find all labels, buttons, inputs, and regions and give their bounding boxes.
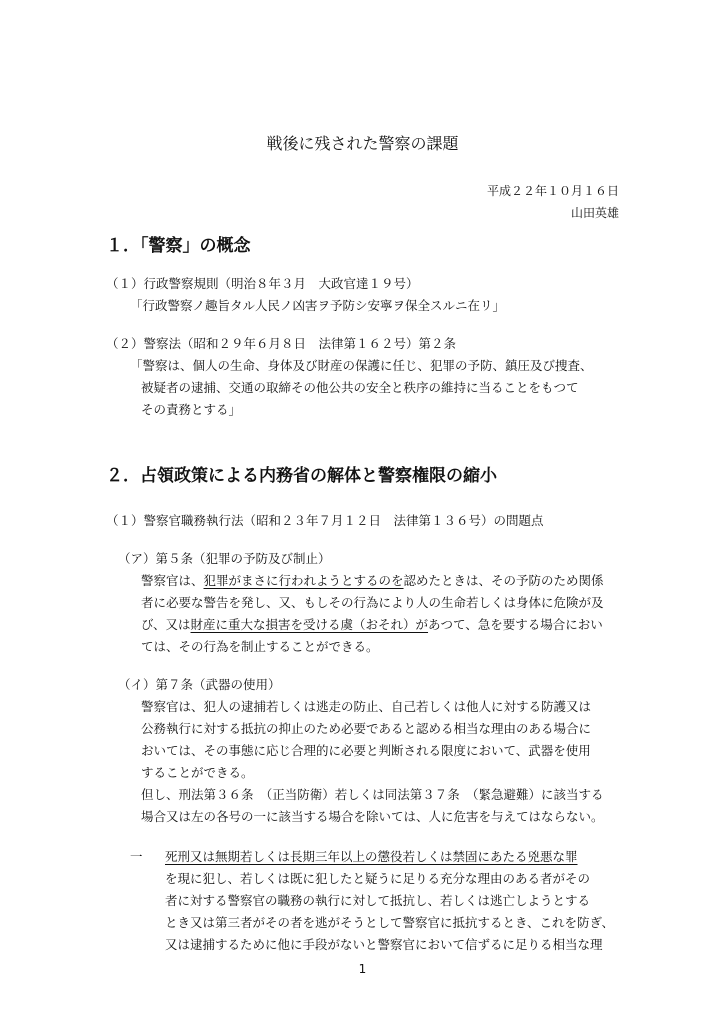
article7-label: （イ）第７条（武器の使用） bbox=[118, 677, 281, 692]
document-title: 戦後に残された警察の課題 bbox=[266, 134, 459, 153]
article7-line: 但し、刑法第３６条 （正当防衛）若しくは同法第３７条 （緊急避難）に該当する bbox=[141, 787, 604, 802]
item-one-line: 者に対する警察官の職務の執行に対して抵抗し、若しくは逃亡しようとする bbox=[165, 893, 591, 908]
article5-line: ては、その行為を制止することができる。 bbox=[141, 639, 379, 654]
article5-underlined-text: 犯罪がまさに行われようとするのを bbox=[203, 573, 404, 588]
article5-line bbox=[141, 570, 604, 592]
article7-line: 公務執行に対する抵抗の抑止のため必要であると認める相当な理由のある場合に bbox=[141, 721, 592, 736]
page-number: 1 bbox=[358, 962, 367, 976]
article7-line: 場合又は左の各号の一に該当する場合を除いては、人に危害を与えてはならない。 bbox=[141, 809, 604, 824]
article5-text: あつて、急を要する場合におい bbox=[428, 617, 603, 632]
article5-line bbox=[141, 614, 603, 636]
document-author: 山田英雄 bbox=[570, 206, 619, 220]
article5-line: 者に必要な警告を発し、又、もしその行為により人の生命若しくは身体に危険が及 bbox=[141, 595, 604, 610]
article5-text: び、又は bbox=[141, 617, 191, 632]
section1-item2-line: 被疑者の逮捕、交通の取締その他公共の安全と秩序の維持に当ることをもつて bbox=[141, 380, 579, 395]
section2-item1-label: （１）警察官職務執行法（昭和２３年７月１２日 法律第１３６号）の問題点 bbox=[106, 513, 544, 528]
item-one-line: 又は逮捕するために他に手段がないと警察官において信ずるに足りる相当な理 bbox=[165, 937, 603, 952]
section1-item2-line: 「警察は、個人の生命、身体及び財産の保護に任じ、犯罪の予防、鎮圧及び捜査、 bbox=[130, 358, 593, 373]
section1-item2-label: （２）警察法（昭和２９年６月８日 法律第１６２号）第２条 bbox=[106, 336, 457, 351]
article5-text: 警察官は、 bbox=[141, 573, 204, 588]
article7-line: することができる。 bbox=[141, 765, 254, 780]
item-one-line: とき又は第三者がその者を逃がそうとして警察官に抵抗するとき、これを防ぎ、 bbox=[165, 915, 615, 930]
section2-heading: ２．占領政策による内務省の解体と警察権限の縮小 bbox=[106, 466, 497, 486]
article5-underlined-text: 財産に重大な損害を受ける虞（おそれ）が bbox=[190, 617, 429, 632]
article5-label: （ア）第５条（犯罪の予防及び制止） bbox=[118, 551, 331, 566]
document-date: 平成２２年１０月１６日 bbox=[486, 184, 619, 198]
section1-heading: １．「警察」の概念 bbox=[106, 236, 251, 256]
item-marker: 一 bbox=[130, 849, 143, 864]
section1-item1-label: （１）行政警察規則（明治８年３月 大政官達１９号） bbox=[106, 276, 419, 291]
section1-item1-quote: 「行政警察ノ趣旨タル人民ノ凶害ヲ予防シ安寧ヲ保全スルニ在リ」 bbox=[130, 298, 506, 313]
item-one-underlined-line: 死刑又は無期若しくは長期三年以上の懲役若しくは禁固にあたる兇悪な罪 bbox=[165, 849, 578, 864]
article5-text: 認めたときは、その予防のため関係 bbox=[403, 573, 604, 588]
article7-line: 警察官は、犯人の逮捕若しくは逃走の防止、自己若しくは他人に対する防護又は bbox=[141, 699, 592, 714]
item-one-line: を現に犯し、若しくは既に犯したと疑うに足りる充分な理由のある者がその bbox=[165, 871, 591, 886]
section1-item2-line: その責務とする」 bbox=[141, 402, 242, 417]
article7-line: おいては、その事態に応じ合理的に必要と判断される限度において、武器を使用 bbox=[141, 743, 591, 758]
